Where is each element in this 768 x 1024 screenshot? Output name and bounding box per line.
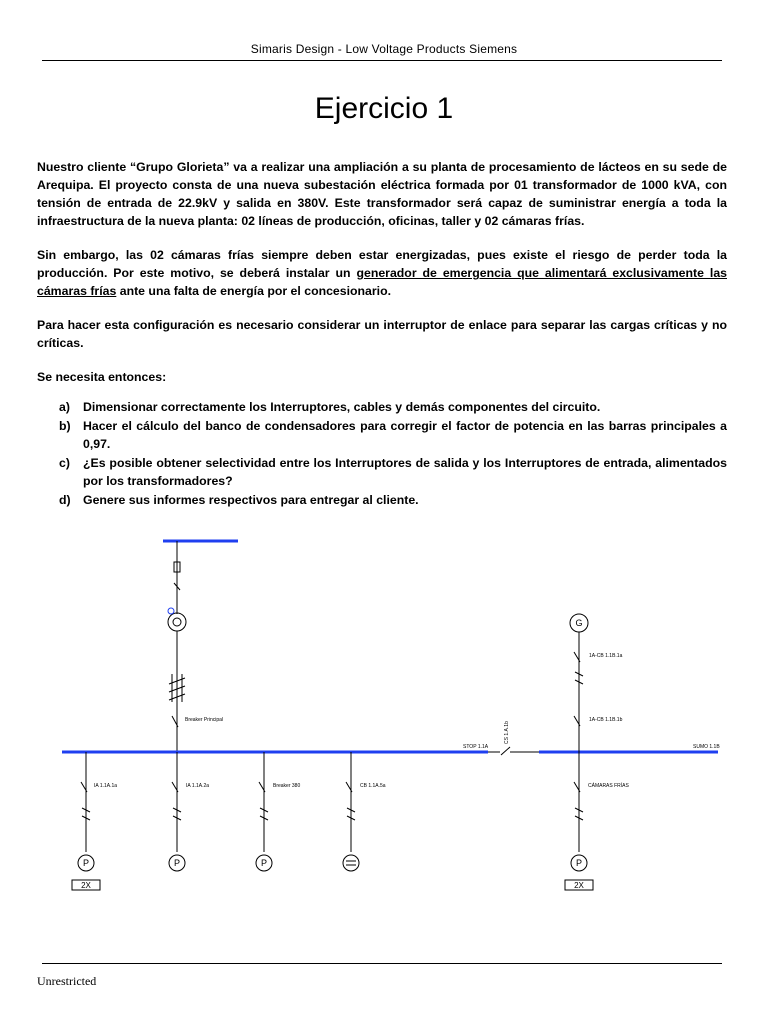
feeder-label: CB 1.1A.5a — [360, 783, 386, 789]
gen-breaker-2-label: 1A-CB 1.1B.1b — [589, 717, 623, 723]
list-item — [37, 454, 727, 490]
paragraph-emergency-underlined: generador de emergencia que alimentará exclusivamente las cámaras frías — [37, 266, 727, 298]
list-item-label: d) — [59, 493, 71, 507]
feeder-label: Breaker 380 — [273, 783, 301, 789]
feeder-1 — [72, 752, 100, 890]
list-item-text: ¿Es posible obtener selectividad entre los Interruptores de salida y los Interruptores de entrada, alimentados por los transformadores? — [83, 456, 727, 488]
bus2-label: SUMO 1.1B — [693, 744, 720, 750]
gen-breaker-1-label: 1A-CB 1.1B.1a — [589, 653, 623, 659]
page-header: Simaris Design - Low Voltage Products Siemens — [250, 42, 518, 56]
list-item-text: Dimensionar correctamente los Interruptores, cables y demás componentes del circuito. — [83, 400, 601, 414]
feeder-4 — [343, 752, 359, 871]
paragraph-emergency-start: Sin embargo, las 02 cámaras frías siempre deben estar energizadas, pues existe el riesgo de perder toda la producción. Por este motivo, se deberá instalar un — [37, 248, 727, 280]
feeder-5 — [565, 752, 593, 890]
tie-breaker-label: CS 1.A.1b — [504, 721, 510, 744]
paragraph-emergency-end: ante una falta de energía por el concesionario. — [116, 284, 392, 298]
feeder-2 — [169, 752, 185, 871]
feeder-label: IA 1.1A.2a — [186, 783, 210, 789]
list-item-label: a) — [59, 400, 70, 414]
feeder-group — [72, 752, 593, 890]
feeder-label: IA 1.1A.1a — [94, 783, 118, 789]
load-symbol: P — [260, 858, 268, 868]
document-body — [37, 158, 727, 510]
list-item — [37, 491, 727, 509]
paragraph-configuration: Para hacer esta configuración es necesario considerar un interruptor de enlace para separar las cargas críticas y no críticas. — [37, 318, 727, 350]
paragraph-requirements-intro: Se necesita entonces: — [37, 370, 167, 384]
header-rule — [42, 60, 722, 61]
paragraph-intro: Nuestro cliente “Grupo Glorieta” va a realizar una ampliación a su planta de procesamiento de lácteos en su sede de Arequipa. El proyecto consta de una nueva subestación eléctrica formada por 01 transformador de 1000 kVA, con tensión de entrada de 22.9kV y salida en 380V. Este transformador será capaz de suministrar energía a toda la infraestructura de la nueva planta: 02 líneas de producción, oficinas, taller y 02 cámaras frías. — [37, 160, 727, 228]
multiplier-left-label: 2X — [81, 881, 91, 890]
list-item — [37, 398, 727, 416]
list-item — [37, 417, 727, 453]
requirements-list — [37, 398, 727, 509]
footer-rule — [42, 963, 722, 964]
bus1-label: STOP 1.1A — [463, 744, 489, 750]
multiplier-right-label: 2X — [574, 881, 584, 890]
load-symbol: P — [173, 858, 181, 868]
feeder-3 — [256, 752, 272, 871]
tie-breaker-icon — [501, 747, 510, 755]
single-line-diagram — [40, 530, 730, 900]
list-item-text: Hacer el cálculo del banco de condensadores para corregir el factor de potencia en las barras principales a 0,97. — [83, 419, 727, 451]
list-item-text: Genere sus informes respectivos para entregar al cliente. — [83, 493, 419, 507]
paragraph-emergency — [37, 246, 727, 300]
generator-symbol: G — [575, 618, 583, 628]
transformer-icon — [168, 613, 186, 631]
load-symbol: P — [575, 858, 583, 868]
list-item-label: c) — [59, 456, 70, 470]
load-symbol: P — [82, 858, 90, 868]
list-item-label: b) — [59, 419, 71, 433]
main-breaker-label: Breaker Principal — [185, 717, 224, 723]
feeder-label: CÁMARAS FRÍAS — [588, 783, 629, 789]
capacitor-icon — [343, 855, 359, 871]
page-title: Ejercicio 1 — [314, 92, 454, 125]
footer-classification: Unrestricted — [37, 974, 97, 988]
